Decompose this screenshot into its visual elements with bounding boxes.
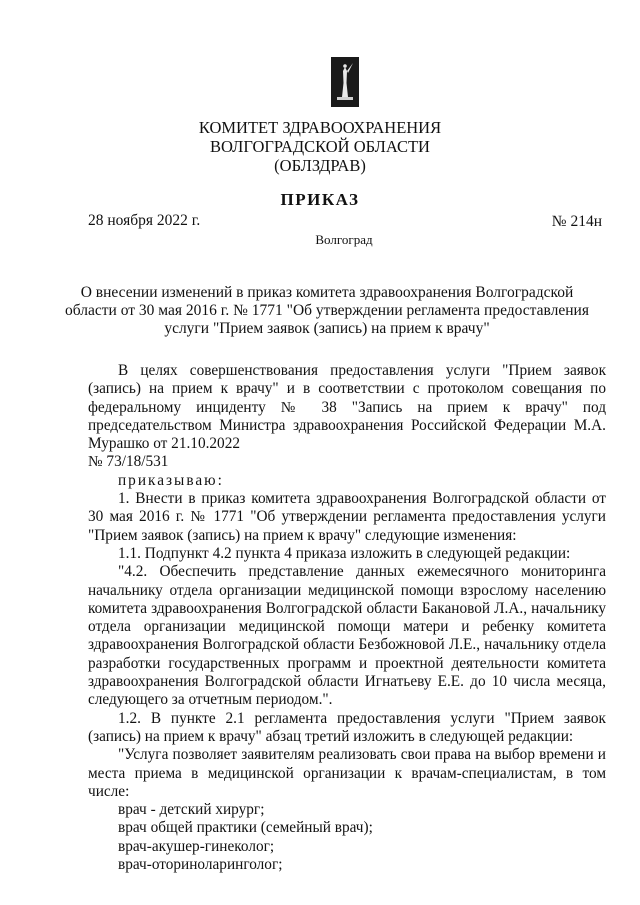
preamble-end: № 73/18/531 (88, 453, 169, 471)
subject-line: услуги "Прием заявок (запись) на прием к врачу" (164, 320, 490, 337)
list-item: врач-оториноларинголог; (118, 856, 283, 874)
org-line: ВОЛГОГРАДСКОЙ ОБЛАСТИ (210, 137, 430, 156)
document-type: ПРИКАЗ (280, 190, 360, 209)
preamble: В целях совершенствования предоставления услуги "Прием заявок (запись) на прием к врачу" и в соответствии с протоколом совещания по федеральному инциденту № 38 "Запись на прием к врачу" под председательством Министра здравоохранения Российской Федерации М.А. Мурашко от 21.10.2022 (88, 362, 606, 453)
list-item: врач общей практики (семейный врач); (118, 819, 373, 837)
organization-name (0, 118, 640, 175)
list-item: врач-акушер-гинеколог; (118, 837, 275, 855)
item-1-2: 1.2. В пункте 2.1 регламента предоставления услуги "Прием заявок (запись) на прием к врачу" абзац третий изложить в следующей редакции: (88, 709, 606, 745)
org-line: КОМИТЕТ ЗДРАВООХРАНЕНИЯ (198, 118, 442, 137)
list-item: врач - детский хирург; (118, 801, 265, 819)
document-city: Волгоград (315, 232, 373, 247)
org-line: (ОБЛЗДРАВ) (274, 156, 366, 175)
document-subject (27, 284, 627, 338)
document-body (88, 362, 606, 874)
coat-of-arms-icon (331, 57, 359, 107)
item-4-2-text: "4.2. Обеспечить представление данных ежемесячного мониторинга начальнику отдела организации медицинской помощи взрослому населению комитета здравоохранения Волгоградской области Бакановой Л.А., начальнику отдела организации медицинской помощи матери и ребенку комитета здравоохранения Волгоградской области Безбожновой Л.Е., начальнику отдела разработки государственных программ и проектной деятельности комитета здравоохранения Волгоградской области Игнатьеву Е.Е. до 10 числа месяца, следующего за отчетным периодом.". (88, 563, 606, 709)
subject-line: О внесении изменений в приказ комитета здравоохранения Волгоградской (80, 284, 574, 301)
document-date: 28 ноября 2022 г. (88, 212, 201, 229)
item-1: 1. Внести в приказ комитета здравоохранения Волгоградской области от 30 мая 2016 г. № 1771 "Об утверждении регламента предоставления услуги "Прием заявок (запись) на прием к врачу" следующие изменения: (88, 490, 606, 544)
document-number: № 214н (551, 213, 602, 230)
quote: "Услуга позволяет заявителям реализовать свои права на выбор времени и места приема в медицинской организации к врачам-специалистам, в том числе: (88, 746, 606, 800)
order-word: приказываю: (118, 471, 224, 489)
subject-line: области от 30 мая 2016 г. № 1771 "Об утверждении регламента предоставления (65, 302, 589, 319)
item-1-1: 1.1. Подпункт 4.2 пункта 4 приказа изложить в следующей редакции: (118, 544, 571, 562)
